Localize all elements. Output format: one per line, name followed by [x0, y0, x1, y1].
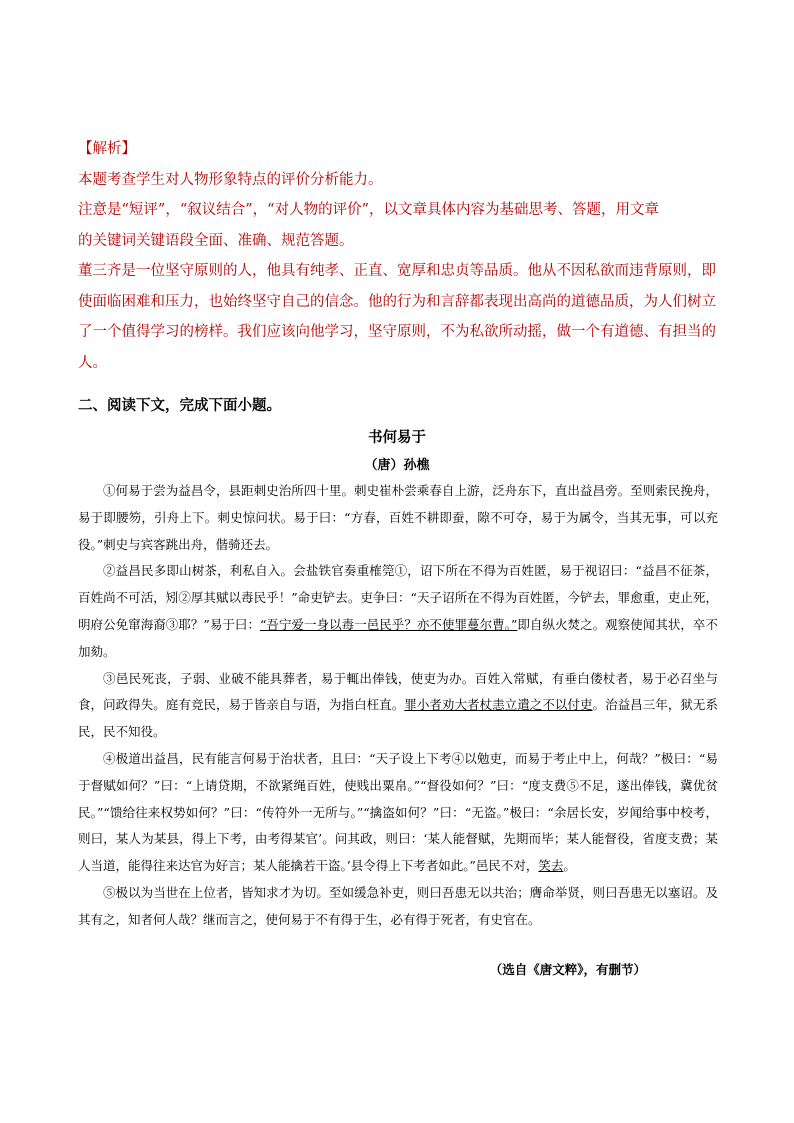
- text-run: ④极道出益昌，民有能言何易于治状者，且曰：“天子设上下考④以勉吏，而易于考止中上，何哉？”极曰：“易于督赋如何？”曰：“上请贷期，不欲紧绳百姓，使贱出粟帛。”“督役如何？”曰：“度支费⑤不足，遂出俸钱，冀优贫民。”“馈给往来权势如何？”曰：“传符外一无所与。”“擒盗如何？”曰：“无盗。”极曰：“余居长安，岁闻给事中校考，则曰，某人为某县，得上下考，由考得某官’。问其政，则曰：‘某人能督赋，先期而毕；某人能督役，省度支费；某人当道，能得往来达官为好言；某人能擒若干盗。’县令得上下考者如此。”邑民不对，: [78, 750, 718, 874]
- analysis-line: 本题考查学生对人物形象特点的评价分析能力。: [78, 171, 383, 188]
- underlined-word: 笑去: [538, 858, 564, 874]
- analysis-paragraph: 董三齐是一位坚守原则的人，他具有纯孝、正直、宽厚和忠贞等品质。他从不因私欲而违背原则，即使面临困难和压力，也始终坚守自己的信念。他的行为和言辞都表现出高尚的道德品质，为人们树立了一个值得学习的榜样。我们应该向他学习，坚守原则，不为私欲所动摇，做一个有道德、有担当的人。: [78, 263, 716, 371]
- analysis-line: 注意是“短评”，“叙议结合”，“对人物的评价”，以文章具体内容为基础思考、答题，用文章: [78, 202, 659, 218]
- passage-title: 书何易于: [368, 430, 426, 446]
- answer-analysis: [78, 134, 718, 378]
- underlined-sentence: 罪小者劝大者杖恚立遣之不以付吏: [404, 697, 593, 713]
- text-run: 。: [563, 858, 576, 874]
- passage-paragraph: [78, 558, 718, 665]
- passage-paragraph: [78, 746, 718, 880]
- passage-paragraph: [78, 666, 718, 746]
- analysis-heading: 【解析】: [78, 141, 136, 157]
- passage-author: （唐）孙樵: [364, 458, 430, 473]
- passage-paragraph: ⑤极以为当世在上位者，皆知求才为切。至如缓急补吏，则曰吾患无以共治；膺命举贤，则曰吾患无以塞诏。及其有之，知者何人哉？继而言之，使何易于不有得于生，必有得于死者，有史官在。: [78, 884, 718, 927]
- text-run: 。治益昌三年，狱无系民，民不知役。: [78, 697, 718, 740]
- section-heading: 二、阅读下文，完成下面小题。: [78, 398, 281, 414]
- text-run: ②益昌民多即山树茶，利私自入。会盐铁官奏重榷筦①，诏下所在不得为百姓匿，易于视诏曰：“益昌不征茶，百姓尚不可活，矧②厚其赋以毒民乎！”命吏铲去。吏争曰：“天子诏所在不得为百姓匿，今铲去，罪愈重，吏止死，明府公免窜海裔③耶？”易于曰：: [78, 563, 718, 632]
- source-note: （选自《唐文粹》，有删节）: [489, 962, 646, 977]
- text-run: ③邑民死丧，子弱、业破不能具葬者，易于輒出俸钱，使吏为办。百姓入常赋，有垂白偻杖者，易于必召坐与食，问政得失。庭有竞民，易于皆亲自与语，为指白枉直。: [78, 670, 718, 713]
- text-run: 即自纵火焚之。观察使闻其状，卒不加劾。: [78, 616, 718, 659]
- passage-body: [78, 478, 718, 934]
- passage-paragraph: ①何易于尝为益昌令，县距刺史治所四十里。刺史崔朴尝乘春自上游，泛舟东下，直出益昌旁。至则索民挽舟，易于即腰笏，引舟上下。刺史惊问状。易于曰：“方春，百姓不耕即蚕，隙不可夺，易于为属令，当其无事，可以充役。”刺史与宾客跳出舟，偕骑还去。: [78, 483, 718, 552]
- analysis-line: 的关键词关键语段全面、准确、规范答题。: [78, 232, 354, 249]
- underlined-sentence: “吾宁爱一身以毒一邑民乎？亦不使罪蔓尔曹。”: [259, 616, 518, 632]
